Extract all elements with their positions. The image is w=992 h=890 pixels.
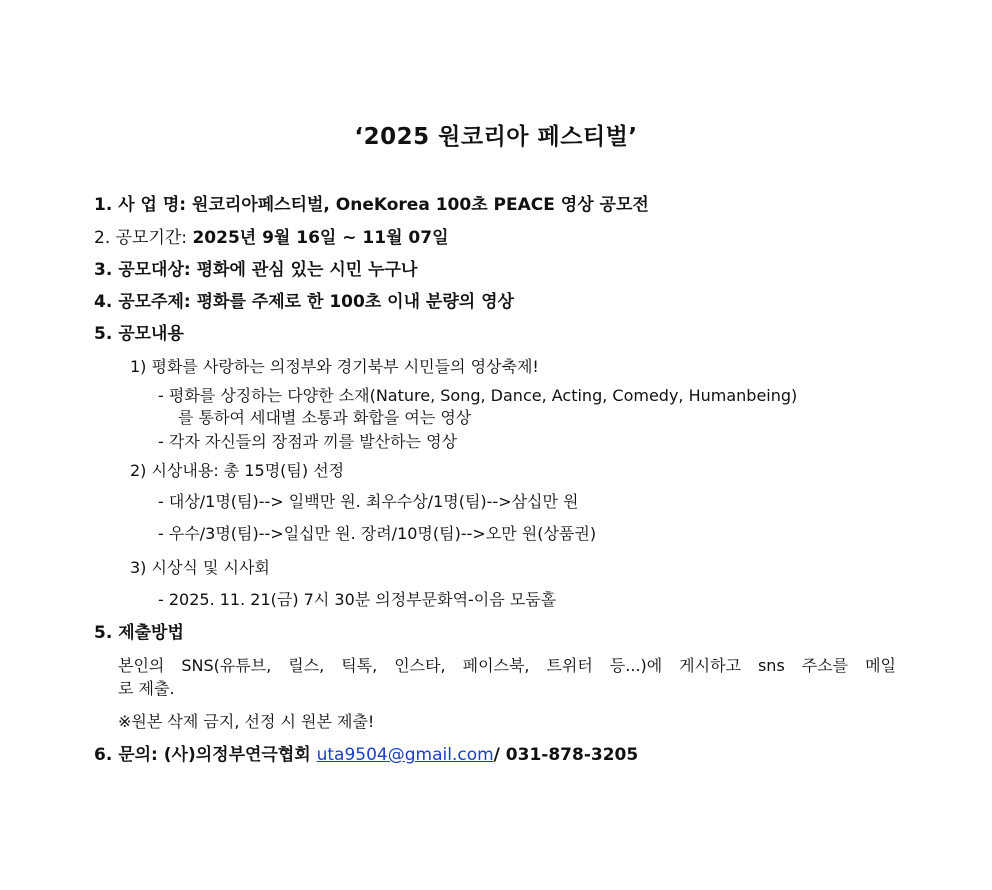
sub-item-detail: - 대상/1명(팀)--> 일백만 원. 최우수상/1명(팀)-->삼십만 원: [158, 492, 579, 511]
sub-item-detail: - 각자 자신들의 장점과 끼를 발산하는 영상: [158, 432, 458, 451]
document-title: ‘2025 원코리아 페스티벌’: [354, 124, 638, 150]
item-value: 원코리아페스티벌, OneKorea 100초 PEACE 영상 공모전: [192, 195, 649, 215]
item-label: 2. 공모기간:: [94, 228, 193, 248]
sub-item-festival: 1) 평화를 사랑하는 의정부와 경기북부 시민들의 영상축제!: [130, 357, 539, 376]
contact-phone: / 031-878-3205: [493, 745, 639, 765]
submission-text: 로 제출.: [118, 679, 175, 698]
item-target: [94, 259, 417, 281]
sub-item-awards: 2) 시상내용: 총 15명(팀) 선정: [130, 461, 345, 480]
item-label: 4. 공모주제:: [94, 292, 197, 312]
item-project-name: [94, 194, 649, 216]
item-contact: [94, 744, 638, 766]
submission-note: ※원본 삭제 금지, 선정 시 원본 제출!: [118, 712, 375, 731]
item-submission-heading: 5. 제출방법: [94, 623, 184, 643]
submission-text: 본인의 SNS(유튜브, 릴스, 틱톡, 인스타, 페이스북, 트위터 등...)에 게시하고 sns 주소를 메일: [118, 656, 896, 675]
item-contents-heading: 5. 공모내용: [94, 324, 184, 344]
item-value: 평화에 관심 있는 시민 누구나: [196, 260, 418, 280]
item-period: [94, 227, 449, 249]
contact-label: 6. 문의: (사)의정부연극협회: [94, 745, 317, 765]
email-link[interactable]: uta9504@gmail.com: [316, 745, 494, 765]
item-theme: [94, 291, 514, 313]
item-label: 3. 공모대상:: [94, 260, 197, 280]
item-label: 1. 사 업 명:: [94, 195, 193, 215]
sub-item-detail: - 2025. 11. 21(금) 7시 30분 의정부문화역-이음 모둠홀: [158, 590, 557, 609]
sub-item-detail: - 우수/3명(팀)-->일십만 원. 장려/10명(팀)-->오만 원(상품권): [158, 524, 597, 543]
sub-item-detail: 를 통하여 세대별 소통과 화합을 여는 영상: [178, 408, 472, 427]
item-value: 2025년 9월 16일 ~ 11월 07일: [192, 228, 449, 248]
sub-item-ceremony: 3) 시상식 및 시사회: [130, 558, 270, 577]
item-value: 평화를 주제로 한 100초 이내 분량의 영상: [196, 292, 514, 312]
sub-item-detail: - 평화를 상징하는 다양한 소재(Nature, Song, Dance, Acting, Comedy, Humanbeing): [158, 386, 798, 405]
